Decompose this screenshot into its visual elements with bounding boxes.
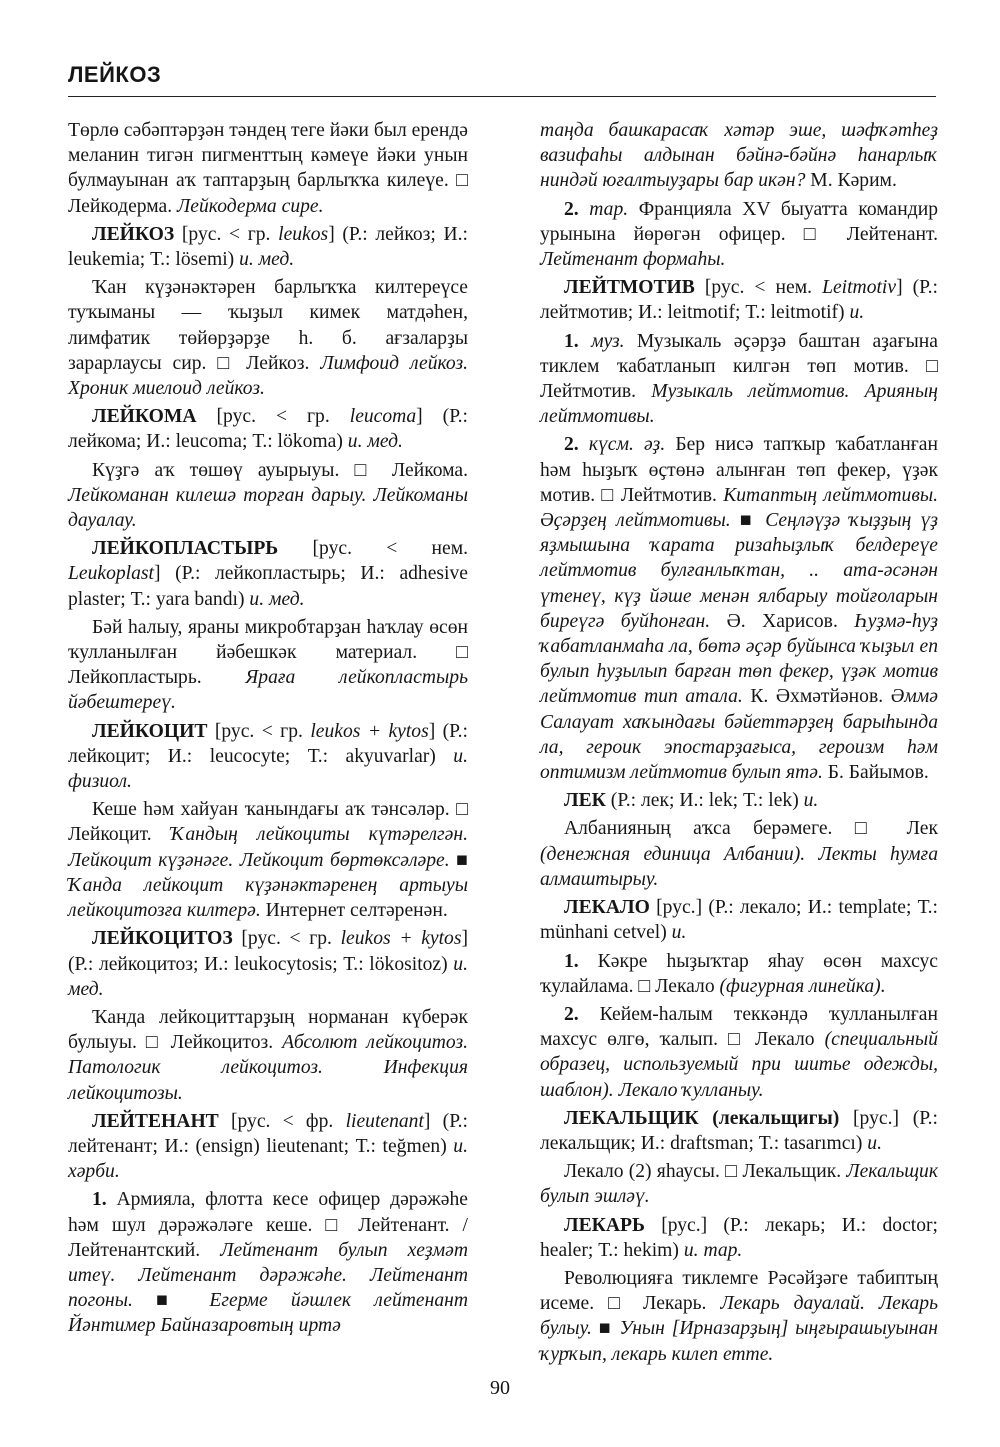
running-header: ЛЕЙКОЗ [68,62,162,87]
text-run: К. Әхмәтйәнов. [742,686,891,708]
dictionary-paragraph [68,1005,468,1106]
text-run: [рус. < гр. [232,928,341,950]
text-run: Лекало (2) яһаусы. □ Лекальщик. [564,1161,847,1183]
italic-text: Leukoplast [68,563,154,585]
italic-text: leukos + kytos [310,720,429,742]
italic-text: и. мед. [68,953,468,1000]
headword: 2. [564,198,579,220]
italic-text: күсм. әҙ. [588,434,666,456]
italic-text: leukos + kytos [340,928,462,950]
italic-text: и. мед. [347,431,403,453]
italic-text: Егерме йәшлек лейтенант Йәнтимер Байназаровтың иртә [68,1290,468,1337]
text-run: ■ [132,1290,210,1312]
dictionary-paragraph [540,275,938,325]
italic-text: Ҡанда лейкоцит күҙәнәктәренең артыуы лейкоцитозға килтерә. [68,874,468,922]
italic-text: Лейтенант формаһы. [540,249,726,271]
italic-text: и. хәрби. [68,1135,468,1183]
header-rule [68,96,936,97]
text-run: ] (Р.: лейкоз; И.: leukemia; Т.: lösemi) [68,223,468,271]
italic-text: (специальный образец, используемый при шитье одежды, шаблон). Лекало ҡулланыу. [540,1029,938,1101]
text-run: Музыкаль әҫәрҙә баштан аҙағына тиклем ҡабатланып килгән төп мотив. □ Лейтмотив. [540,330,938,403]
text-run: Албанияның аҡса берәмеге. □ Лек [564,818,938,840]
text-run: Бер нисә тапҡыр ҡабатланған һәм һыҙыҡ өҫтөнә алынған төп фекер, үҙәк мотив. □ Лейтмотив. [540,434,938,506]
headword: ЛЕК [564,790,606,812]
italic-text: Яраға лейкопластырь йәбештереү. [68,667,468,714]
text-run: [рус. < гр. [174,223,279,245]
italic-text: и. тар. [683,1239,743,1261]
headword: 1. [92,1189,107,1211]
italic-text: Лекарь дауалай. Лекарь булыу. [540,1293,939,1340]
italic-text: Leitmotiv [822,277,897,299]
italic-text: leucoma [349,406,417,428]
dictionary-paragraph [68,118,468,219]
text-run: Ә. Харисов. [710,610,855,632]
text-run: Армияла, флотта кесе офицер дәрәжәһе һәм шул дәрәжәләге кеше. □ Лейтенант. / Лейтенантский. [68,1189,468,1261]
text-run: [рус. < нем. [694,277,823,299]
italic-text: Ҡандың лейкоциты күтәрелгән. Лейкоцит күҙәнәге. Лейкоцит бөртөксәләре. [68,824,468,871]
italic-text: Лейкоманан килешә торған дарыу. Лейкоманы дауалау. [68,484,468,532]
dictionary-paragraph [540,1213,938,1263]
italic-text: таңда башкарасаҡ хәтәр эше, шәфҡәтһеҙ вазифаһы алдынан бәйнә-бәйнә һанарлыҡ ниндәй юғалтыуҙары бар икән? [540,120,938,192]
text-run: ■ [591,1318,620,1340]
text-run: ] (Р.: лейкоцит; И.: leucocyte; Т.: akyuvarlar) [68,720,468,767]
italic-text: Унын [Ирназарҙың] ыңғырашыуынан ҡурҡып, лекарь килеп етте. [540,1318,938,1365]
text-run: ■ [449,849,469,871]
headword: 1. [564,950,579,972]
italic-text: (фигурная линейка). [719,975,886,997]
italic-text: Сеңләүҙә ҡыҙҙың үҙ яҙмышына ҡарата ризаһыҙлыҡ белдереүе лейтмотив булғанлыҡтан, .. ата-әсәнән үтенеү, күҙ йәше менән ялбарыу тойғоларын биреүгә буйһонған. [540,510,938,632]
dictionary-paragraph [540,816,938,892]
text-run: Төрлө сәбәптәрҙән тәндең теге йәки был ерендә меланин тигән пигменттың кәмеүе йәки унын булмауынан аҡ таптарҙың барлыҡҡа килеүе. □ Лейкодерма. [68,120,468,217]
italic-text: Әммә Салауат хаҡындағы бәйеттәрҙең барыһында ла, героик эпостарҙағыса, героизм һәм оптимизм лейтмотив булып ятә. [540,686,938,784]
text-run: ] (Р.: лейкоцитоз; И.: leukocytosis; Т.: lökositoz) [68,928,468,975]
text-run: Революцияға тиклемге Рәсәйҙәге табиптың исеме. □ Лекарь. [540,1267,938,1315]
text-run: [рус. < гр. [207,720,311,742]
text-run: ] (Р.: лейтмотив; И.: leitmotif; Т.: leitmotif) [540,277,938,324]
text-run: [рус. < фр. [218,1110,346,1132]
italic-text: Музыкаль лейтмотив. Арияның лейтмотивы. [540,381,938,428]
text-run: Б. Байымов. [822,762,929,784]
text-run: Кейем-һалым теккәндә ҡулланылған махсус өлгө, ҡалып. □ Лекало [540,1003,938,1051]
headword: ЛЕЙКОЦИТ [92,720,208,742]
text-run: Францияла XV быуатта командир урынына йөрөгән офицер. □ Лейтенант. [540,198,938,245]
dictionary-paragraph [540,432,938,785]
italic-text: и. [671,922,687,944]
dictionary-paragraph [68,458,468,534]
italic-text: и. мед. [239,249,295,271]
text-run: ] (Р.: лейкопластырь; И.: adhesive plaster; Т.: yara bandı) [68,563,468,610]
dictionary-paragraph [540,895,938,945]
headword: ЛЕКАЛО [564,897,650,919]
headword: ЛЕЙКОЗ [92,223,175,245]
italic-text: и. [803,790,819,812]
italic-text: и. [849,302,865,324]
italic-text: Лимфоид лейкоз. Хроник миелоид лейкоз. [68,352,469,400]
italic-text: leukos [278,223,329,245]
text-run: Кәкре һыҙыҡтар яһау өсөн махсус ҡулайлама. □ Лекало [540,950,938,997]
text-run [579,434,589,455]
dictionary-paragraph [68,719,468,795]
text-run [579,331,591,352]
right-column [540,118,938,1370]
dictionary-paragraph [540,1159,938,1209]
dictionary-paragraph [68,536,468,612]
text-run: ■ [730,510,766,532]
dictionary-paragraph [68,1109,468,1185]
headword: ЛЕЙТЕНАНТ [92,1110,219,1132]
text-run: М. Кәрим. [805,170,897,192]
dictionary-paragraph [540,788,938,813]
dictionary-paragraph [540,197,938,273]
text-run: [рус. < нем. [278,538,468,560]
italic-text: Һуҙмә-һуҙ ҡабатланмаһа ла, бөтә әҫәр буйынса ҡыҙыл еп булып һуҙылып барған төп фекер, үҙәк мотив лейтмотив тип атала. [540,610,938,708]
headword: ЛЕКАЛЬЩИК (лекальщигы) [564,1107,840,1129]
headword: ЛЕКАРЬ [564,1214,645,1236]
dictionary-paragraph [68,1187,468,1338]
dictionary-paragraph [540,1002,938,1103]
dictionary-paragraph [540,118,938,194]
headword: ЛЕЙТМОТИВ [564,277,695,299]
dictionary-paragraph [68,926,468,1002]
text-run: Ҡан күҙәнәктәрен барлыҡҡа килтереүсе туҡыманы — ҡыҙыл кимек матдәһен, лимфатик төйөрҙәрҙе һ. б. ағзаларҙы зарарлаусы сир. □ Лейкоз. [68,277,468,374]
text-run: ] (Р.: лейкома; И.: leucoma; Т.: lökoma) [68,406,468,453]
text-run: Күҙгә аҡ төшөү ауырыуы. □ Лейкома. [92,459,468,481]
text-run: ] (Р.: лейтенант; И.: (ensign) lieutenant; Т.: teğmen) [68,1110,468,1157]
italic-text: Лекальщик булып эшләү. [540,1161,938,1208]
left-column [68,118,468,1342]
text-run: [рус.] (Р.: лекарь; И.: doctor; healer; Т.: hekim) [540,1214,938,1261]
headword: 2. [564,1003,579,1025]
dictionary-paragraph [68,222,468,272]
italic-text: и. мед. [249,588,305,610]
italic-text: Лейтенант булып хеҙмәт итеү. Лейтенант дәрәжәһе. Лейтенант погоны. [68,1239,468,1312]
dictionary-paragraph [540,1106,938,1156]
headword: ЛЕЙКОПЛАСТЫРЬ [92,538,279,560]
headword: 1. [564,330,579,352]
dictionary-paragraph [540,1266,938,1367]
text-run: [рус.] (Р.: лекальщик; И.: draftsman; Т.: tasarımcı) [540,1107,939,1154]
italic-text: тар. [589,198,629,220]
dictionary-paragraph [540,949,938,999]
text-run [579,199,590,220]
italic-text: lieutenant [345,1110,424,1132]
italic-text: муз. [591,330,625,352]
italic-text: и. [867,1132,882,1154]
dictionary-paragraph [68,615,468,716]
text-run: Кеше һәм хайуан ҡанындағы аҡ тәнсәләр. □ Лейкоцит. [68,799,468,846]
italic-text: (денежная единица Албании). Лекты һумға алмаштырыу. [540,843,938,890]
text-run: Интернет селтәренән. [260,900,448,922]
dictionary-paragraph [540,329,938,430]
text-run: Ҡанда лейкоциттарҙың норманан күберәк булыуы. □ Лейкоцитоз. [68,1006,468,1054]
headword: 2. [564,434,579,456]
dictionary-paragraph [68,404,468,454]
page-number: 90 [490,1377,510,1399]
dictionary-paragraph [68,797,468,923]
text-run: Бәй һалыу, яраны микробтарҙан һаҡлау өсөн ҡулланылған йәбешкәк материал. □ Лейкопластырь. [68,616,468,689]
text-run: [рус.] (Р.: лекало; И.: template; Т.: münhani cetvel) [540,897,938,944]
italic-text: Лейкодерма сире. [177,195,324,217]
dictionary-paragraph [68,275,468,401]
italic-text: и. физиол. [68,745,468,793]
italic-text: Китаптың лейтмотивы. Әҫәрҙең лейтмотивы. [540,484,939,532]
text-run: [рус. < гр. [196,406,350,428]
italic-text: Абсолют лейкоцитоз. Патологик лейкоцитоз. Инфекция лейкоцитозы. [68,1032,468,1104]
headword: ЛЕЙКОМА [92,406,197,428]
text-run: (Р.: лек; И.: lek; Т.: lek) [605,790,804,812]
headword: ЛЕЙКОЦИТОЗ [92,928,233,950]
